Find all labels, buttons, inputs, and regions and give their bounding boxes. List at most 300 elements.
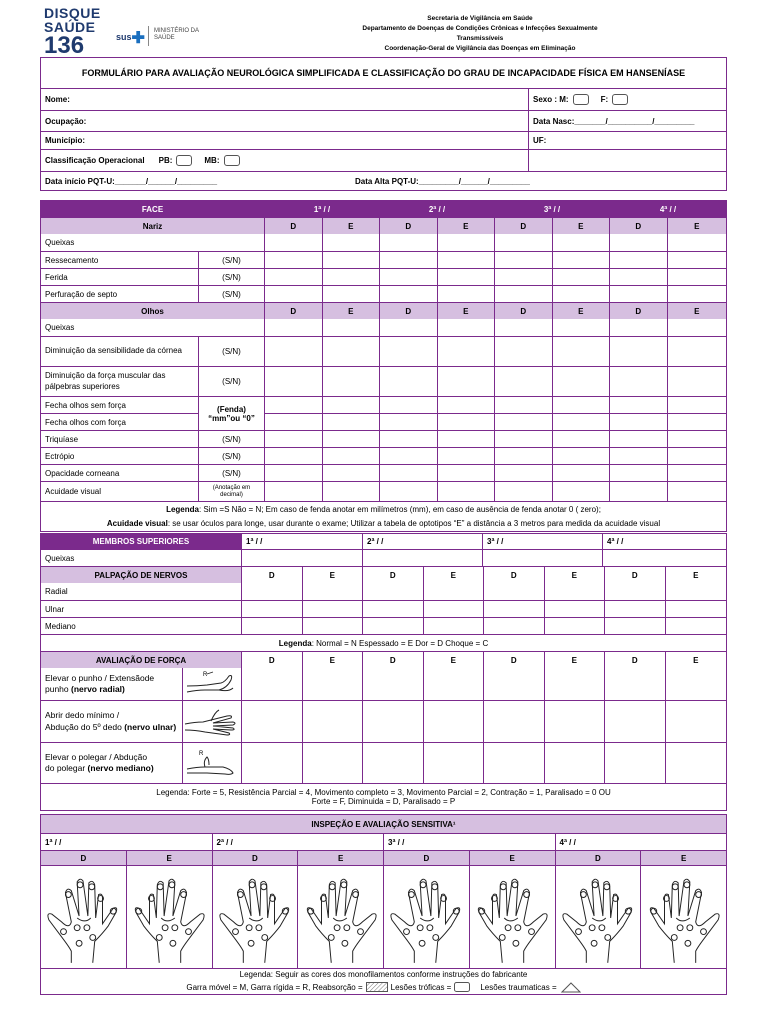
face-eval-3[interactable]: 3ª / / xyxy=(494,201,609,217)
input-cell[interactable] xyxy=(494,465,552,481)
input-cell[interactable] xyxy=(379,234,437,251)
nariz-header-row xyxy=(41,217,726,234)
input-cell[interactable] xyxy=(544,743,605,783)
sn-label: (Anotação em decimal) xyxy=(198,482,264,501)
input-cell[interactable] xyxy=(667,319,727,336)
input-cell[interactable] xyxy=(362,583,423,600)
hand-cell[interactable] xyxy=(126,866,212,968)
input-cell[interactable] xyxy=(379,448,437,464)
input-cell[interactable] xyxy=(665,668,727,700)
input-cell[interactable] xyxy=(379,286,437,302)
inspecao-section xyxy=(40,814,727,995)
forca-label xyxy=(41,743,182,783)
input-cell[interactable] xyxy=(322,234,380,251)
input-cell[interactable] xyxy=(609,337,667,366)
input-cell[interactable] xyxy=(264,337,322,366)
fecha-input-group xyxy=(552,397,610,430)
data-inicio-field[interactable]: Data início PQT-U:_______/______/_________ xyxy=(45,176,218,186)
face-section xyxy=(40,200,727,532)
uf-field[interactable]: UF: xyxy=(528,132,726,149)
logo-text-3: 136 xyxy=(44,32,85,59)
input-cell[interactable] xyxy=(610,413,667,430)
input-cell[interactable] xyxy=(379,319,437,336)
row-label: Diminuição da força muscular das pálpebras superiores xyxy=(45,371,166,391)
inspecao-header: INSPEÇÃO E AVALIAÇÃO SENSITIVA¹ xyxy=(41,815,726,833)
sn-label: (S/N) xyxy=(198,269,264,285)
input-cell[interactable] xyxy=(379,367,437,396)
e-header: E xyxy=(126,851,212,865)
input-cell[interactable] xyxy=(552,431,610,447)
input-cell[interactable] xyxy=(380,397,437,413)
input-cell[interactable] xyxy=(362,668,423,700)
forca-legend-line-1: Legenda: Forte = 5, Resistência Parcial = 4, Movimento completo = 3, Movimento Parcial = 2, Contração = 1, Paralisado = 0 OU xyxy=(156,788,611,797)
input-cell[interactable] xyxy=(322,269,380,285)
face-legend-1 xyxy=(41,502,726,516)
inspecao-eval-3[interactable]: 3ª / / xyxy=(383,834,555,850)
d-header: D xyxy=(241,567,302,583)
input-cell[interactable] xyxy=(494,319,552,336)
hand-cell[interactable] xyxy=(41,866,126,968)
face-eval-2[interactable]: 2ª / / xyxy=(379,201,494,217)
page-header xyxy=(40,4,730,59)
plus-icon: ✚ xyxy=(131,30,145,47)
input-cell[interactable] xyxy=(609,482,667,501)
input-cell[interactable] xyxy=(667,465,727,481)
inspecao-eval-2[interactable]: 2ª / / xyxy=(212,834,384,850)
input-cell[interactable] xyxy=(264,367,322,396)
e-header: E xyxy=(552,218,610,234)
row-label: Ressecamento xyxy=(45,255,99,265)
input-cell[interactable] xyxy=(552,465,610,481)
input-cell[interactable] xyxy=(609,269,667,285)
input-cell[interactable] xyxy=(483,701,544,742)
fecha-input-group xyxy=(322,397,380,430)
input-cell[interactable] xyxy=(604,668,665,700)
legend-troficas-text: Lesões tróficas = xyxy=(390,982,452,992)
sn-label: (S/N) xyxy=(198,337,264,366)
membros-eval-1[interactable]: 1ª / / xyxy=(241,534,362,549)
input-cell[interactable] xyxy=(379,269,437,285)
d-header: D xyxy=(362,567,423,583)
hand-cell[interactable] xyxy=(212,866,298,968)
d-header: D xyxy=(264,303,322,319)
row-label: Mediano xyxy=(45,621,76,631)
input-cell[interactable] xyxy=(552,286,610,302)
input-cell[interactable] xyxy=(494,286,552,302)
input-cell[interactable] xyxy=(379,252,437,268)
input-cell[interactable] xyxy=(423,618,484,634)
input-cell[interactable] xyxy=(483,668,544,700)
municipio-field[interactable]: Município: xyxy=(45,136,85,145)
input-cell[interactable] xyxy=(438,397,495,413)
hands-row xyxy=(41,865,726,968)
input-cell[interactable] xyxy=(604,743,665,783)
input-cell[interactable] xyxy=(302,743,363,783)
input-cell[interactable] xyxy=(667,286,727,302)
hand-diagram-icon xyxy=(44,869,122,965)
input-cell[interactable] xyxy=(302,601,363,617)
input-cell[interactable] xyxy=(552,367,610,396)
sexo-m-checkbox[interactable] xyxy=(573,94,589,105)
forca-header: AVALIAÇÃO DE FORÇA xyxy=(41,652,241,668)
hand-cell[interactable] xyxy=(469,866,555,968)
olhos-row xyxy=(41,464,726,481)
input-cell[interactable] xyxy=(667,269,727,285)
hand-cell[interactable] xyxy=(640,866,726,968)
input-cell[interactable] xyxy=(437,482,495,501)
fecha-labels xyxy=(41,397,198,430)
membros-eval-2[interactable]: 2ª / / xyxy=(362,534,482,549)
nervo-row xyxy=(41,583,726,600)
input-cell[interactable] xyxy=(552,337,610,366)
input-cell[interactable] xyxy=(423,583,484,600)
input-cell[interactable] xyxy=(494,431,552,447)
input-cell[interactable] xyxy=(379,465,437,481)
face-eval-1[interactable]: 1ª / / xyxy=(264,201,379,217)
d-header: D xyxy=(379,303,437,319)
input-cell[interactable] xyxy=(495,397,552,413)
hand-cell[interactable] xyxy=(555,866,641,968)
input-cell[interactable] xyxy=(437,269,495,285)
input-cell[interactable] xyxy=(302,583,363,600)
input-cell[interactable] xyxy=(322,465,380,481)
fecha-input-group xyxy=(609,397,667,430)
sexo-f-checkbox[interactable] xyxy=(612,94,628,105)
input-cell[interactable] xyxy=(552,482,610,501)
hand-cell[interactable] xyxy=(383,866,469,968)
input-cell[interactable] xyxy=(323,397,380,413)
nome-field[interactable]: Nome: xyxy=(45,95,70,104)
d-header: D xyxy=(212,851,298,865)
header-line-1: Secretaria de Vigilância em Saúde xyxy=(427,15,533,22)
hatched-box-icon xyxy=(366,982,388,992)
pb-label: PB: xyxy=(158,156,173,165)
forca-nerve: (nervo mediano) xyxy=(87,763,154,773)
input-cell[interactable] xyxy=(241,601,302,617)
input-cell[interactable] xyxy=(241,550,362,566)
input-cell[interactable] xyxy=(423,701,484,742)
input-cell[interactable] xyxy=(482,550,602,566)
nervo-row xyxy=(41,600,726,617)
row-label: Triquíase xyxy=(45,434,79,444)
input-cell[interactable] xyxy=(494,234,552,251)
d-header: D xyxy=(383,851,469,865)
input-cell[interactable] xyxy=(667,234,727,251)
input-cell[interactable] xyxy=(665,618,727,634)
input-cell[interactable] xyxy=(665,583,727,600)
data-alta-field[interactable]: Data Alta PQT-U:_________/______/_________ xyxy=(355,176,530,186)
membros-eval-4[interactable]: 4ª / / xyxy=(602,534,726,549)
input-cell[interactable] xyxy=(362,701,423,742)
input-cell[interactable] xyxy=(437,448,495,464)
input-cell[interactable] xyxy=(437,431,495,447)
input-cell[interactable] xyxy=(302,668,363,700)
input-cell[interactable] xyxy=(322,286,380,302)
olhos-row xyxy=(41,447,726,464)
form-title: FORMULÁRIO PARA AVALIAÇÃO NEUROLÓGICA SIMPLIFICADA E CLASSIFICAÇÃO DO GRAU DE INCAPACIDADE FÍSICA EM HANSENÍASE xyxy=(81,67,686,78)
input-cell[interactable] xyxy=(667,448,727,464)
e-header: E xyxy=(423,652,484,668)
input-cell[interactable] xyxy=(602,550,726,566)
input-cell[interactable] xyxy=(437,337,495,366)
input-cell[interactable] xyxy=(362,550,482,566)
input-cell[interactable] xyxy=(423,601,484,617)
nariz-row xyxy=(41,285,726,302)
input-cell[interactable] xyxy=(265,413,322,430)
forca-label-line-1: Abrir dedo mínimo / xyxy=(45,710,120,721)
input-cell[interactable] xyxy=(264,252,322,268)
input-cell[interactable] xyxy=(322,431,380,447)
input-cell[interactable] xyxy=(264,319,322,336)
input-cell[interactable] xyxy=(609,252,667,268)
hand-illustration-icon xyxy=(182,743,241,783)
d-header: D xyxy=(483,567,544,583)
d-header: D xyxy=(494,303,552,319)
inspecao-eval-4[interactable]: 4ª / / xyxy=(555,834,727,850)
e-header: E xyxy=(322,303,380,319)
sn-label: (S/N) xyxy=(198,431,264,447)
input-cell[interactable] xyxy=(609,286,667,302)
input-cell[interactable] xyxy=(241,701,302,742)
input-cell[interactable] xyxy=(362,601,423,617)
input-cell[interactable] xyxy=(423,743,484,783)
olhos-row xyxy=(41,336,726,366)
input-cell[interactable] xyxy=(667,367,727,396)
hand-diagram-icon xyxy=(559,869,637,965)
fecha-input-group xyxy=(667,397,727,430)
legend-reabsorcao-text: Garra móvel = M, Garra rígida = R, Reabsorção = xyxy=(186,982,363,992)
row-label: Fecha olhos sem força xyxy=(45,400,126,410)
mb-label: MB: xyxy=(204,156,220,165)
input-cell[interactable] xyxy=(544,583,605,600)
hand-diagram-icon xyxy=(387,869,465,965)
input-cell[interactable] xyxy=(483,601,544,617)
input-cell[interactable] xyxy=(552,234,610,251)
input-cell[interactable] xyxy=(665,743,727,783)
input-cell[interactable] xyxy=(483,618,544,634)
pb-checkbox[interactable] xyxy=(176,155,192,166)
input-cell[interactable] xyxy=(553,413,610,430)
input-cell[interactable] xyxy=(544,618,605,634)
input-cell[interactable] xyxy=(241,668,302,700)
fenda-line-2: “mm”ou “0” xyxy=(208,413,255,423)
input-cell[interactable] xyxy=(302,618,363,634)
inspecao-eval-1[interactable]: 1ª / / xyxy=(45,837,62,847)
input-cell[interactable] xyxy=(264,234,322,251)
input-cell[interactable] xyxy=(264,465,322,481)
d-header: D xyxy=(264,218,322,234)
sexo-label: Sexo : M: xyxy=(533,95,569,104)
ocupacao-field[interactable]: Ocupação: xyxy=(45,116,87,126)
header-institution-text xyxy=(340,14,620,54)
input-cell[interactable] xyxy=(322,319,380,336)
input-cell[interactable] xyxy=(668,397,727,413)
input-cell[interactable] xyxy=(552,252,610,268)
input-cell[interactable] xyxy=(494,367,552,396)
input-cell[interactable] xyxy=(609,234,667,251)
input-cell[interactable] xyxy=(665,701,727,742)
data-nasc-field[interactable]: Data Nasc:_______/__________/_________ xyxy=(528,111,726,131)
forca-row xyxy=(41,668,726,700)
input-cell[interactable] xyxy=(483,583,544,600)
input-cell[interactable] xyxy=(552,319,610,336)
d-header: D xyxy=(494,218,552,234)
face-legend-2 xyxy=(41,516,726,531)
input-cell[interactable] xyxy=(668,413,727,430)
input-cell[interactable] xyxy=(610,397,667,413)
inspecao-legend-1: Legenda: Seguir as cores dos monofilamentos conforme instruções do fabricante xyxy=(239,970,528,979)
input-cell[interactable] xyxy=(483,743,544,783)
fecha-input-group xyxy=(494,397,552,430)
input-cell[interactable] xyxy=(667,252,727,268)
input-cell[interactable] xyxy=(544,668,605,700)
forca-label xyxy=(41,701,182,742)
hand-diagram-icon xyxy=(645,869,723,965)
input-cell[interactable] xyxy=(264,431,322,447)
input-cell[interactable] xyxy=(302,701,363,742)
forca-label-line-2: Abdução do 5º dedo xyxy=(45,721,122,732)
input-cell[interactable] xyxy=(322,367,380,396)
input-cell[interactable] xyxy=(437,252,495,268)
fecha-input-group xyxy=(437,397,495,430)
input-cell[interactable] xyxy=(609,431,667,447)
nariz-row xyxy=(41,234,726,251)
input-cell[interactable] xyxy=(423,668,484,700)
input-cell[interactable] xyxy=(322,252,380,268)
input-cell[interactable] xyxy=(379,337,437,366)
rounded-box-icon xyxy=(454,982,470,992)
sn-label: (S/N) xyxy=(198,286,264,302)
input-cell[interactable] xyxy=(437,367,495,396)
input-cell[interactable] xyxy=(438,413,495,430)
input-cell[interactable] xyxy=(494,269,552,285)
row-label: Perfuração de septo xyxy=(45,289,118,299)
input-cell[interactable] xyxy=(264,448,322,464)
d-header: D xyxy=(604,652,665,668)
row-label: Ulnar xyxy=(45,604,65,614)
input-cell[interactable] xyxy=(552,448,610,464)
input-cell[interactable] xyxy=(241,743,302,783)
d-header: D xyxy=(362,652,423,668)
input-cell[interactable] xyxy=(494,337,552,366)
input-cell[interactable] xyxy=(609,448,667,464)
sexo-field[interactable] xyxy=(528,89,726,110)
fecha-olhos-row xyxy=(41,396,726,430)
input-cell[interactable] xyxy=(604,618,665,634)
e-header: E xyxy=(640,851,726,865)
input-cell[interactable] xyxy=(495,413,552,430)
input-cell[interactable] xyxy=(264,286,322,302)
patient-info-section xyxy=(40,57,727,191)
input-cell[interactable] xyxy=(494,252,552,268)
hand-illustration-icon xyxy=(182,701,241,742)
input-cell[interactable] xyxy=(379,431,437,447)
input-cell[interactable] xyxy=(241,618,302,634)
input-cell[interactable] xyxy=(323,413,380,430)
olhos-header: Olhos xyxy=(41,303,264,319)
input-cell[interactable] xyxy=(667,431,727,447)
e-header: E xyxy=(544,652,605,668)
sn-label: (S/N) xyxy=(198,252,264,268)
input-cell[interactable] xyxy=(264,482,322,501)
input-cell[interactable] xyxy=(604,601,665,617)
e-header: E xyxy=(469,851,555,865)
input-cell[interactable] xyxy=(380,413,437,430)
input-cell[interactable] xyxy=(241,583,302,600)
hand-cell[interactable] xyxy=(297,866,383,968)
input-cell[interactable] xyxy=(553,397,610,413)
row-label: Ferida xyxy=(45,272,68,282)
input-cell[interactable] xyxy=(544,601,605,617)
d-header: D xyxy=(555,851,641,865)
input-cell[interactable] xyxy=(322,482,380,501)
e-header: E xyxy=(437,303,495,319)
e-header: E xyxy=(423,567,484,583)
input-cell[interactable] xyxy=(437,234,495,251)
membros-eval-3[interactable]: 3ª / / xyxy=(482,534,602,549)
face-header: FACE xyxy=(41,201,264,217)
input-cell[interactable] xyxy=(264,269,322,285)
forca-label xyxy=(41,668,182,700)
row-label: Queixas xyxy=(45,238,75,247)
input-cell[interactable] xyxy=(604,701,665,742)
legend-prefix: Legenda xyxy=(278,638,312,648)
classificacao-field[interactable] xyxy=(41,150,528,171)
blank-cell xyxy=(528,150,726,171)
row-label: Acuidade visual xyxy=(45,487,102,496)
input-cell[interactable] xyxy=(494,448,552,464)
e-header: E xyxy=(665,652,727,668)
input-cell[interactable] xyxy=(609,465,667,481)
e-header: E xyxy=(302,652,363,668)
hand-illustration-icon xyxy=(182,668,241,700)
svg-text:R: R xyxy=(203,672,208,678)
input-cell[interactable] xyxy=(667,337,727,366)
input-cell[interactable] xyxy=(379,482,437,501)
input-cell[interactable] xyxy=(604,583,665,600)
input-cell[interactable] xyxy=(544,701,605,742)
forca-nerve: (nervo radial) xyxy=(71,684,125,694)
input-cell[interactable] xyxy=(437,319,495,336)
face-eval-4[interactable]: 4ª / / xyxy=(609,201,726,217)
sus-logo xyxy=(116,28,145,48)
row-label: Radial xyxy=(45,587,68,596)
input-cell[interactable] xyxy=(437,465,495,481)
input-cell[interactable] xyxy=(667,482,727,501)
row-label: Diminuição da sensibilidade da córnea xyxy=(45,346,182,356)
logo-text-2: SAÚDE xyxy=(44,19,96,35)
input-cell[interactable] xyxy=(265,397,322,413)
fenda-label xyxy=(198,397,264,430)
mb-checkbox[interactable] xyxy=(224,155,240,166)
input-cell[interactable] xyxy=(362,743,423,783)
input-cell[interactable] xyxy=(362,618,423,634)
input-cell[interactable] xyxy=(437,286,495,302)
olhos-row xyxy=(41,481,726,501)
sn-label: (S/N) xyxy=(198,367,264,396)
input-cell[interactable] xyxy=(665,601,727,617)
input-cell[interactable] xyxy=(609,367,667,396)
input-cell[interactable] xyxy=(494,482,552,501)
input-cell[interactable] xyxy=(322,448,380,464)
input-cell[interactable] xyxy=(609,319,667,336)
d-header: D xyxy=(41,851,126,865)
input-cell[interactable] xyxy=(552,269,610,285)
classificacao-label: Classificação Operacional xyxy=(45,156,145,165)
e-header: E xyxy=(667,303,727,319)
input-cell[interactable] xyxy=(322,337,380,366)
d-header: D xyxy=(609,303,667,319)
